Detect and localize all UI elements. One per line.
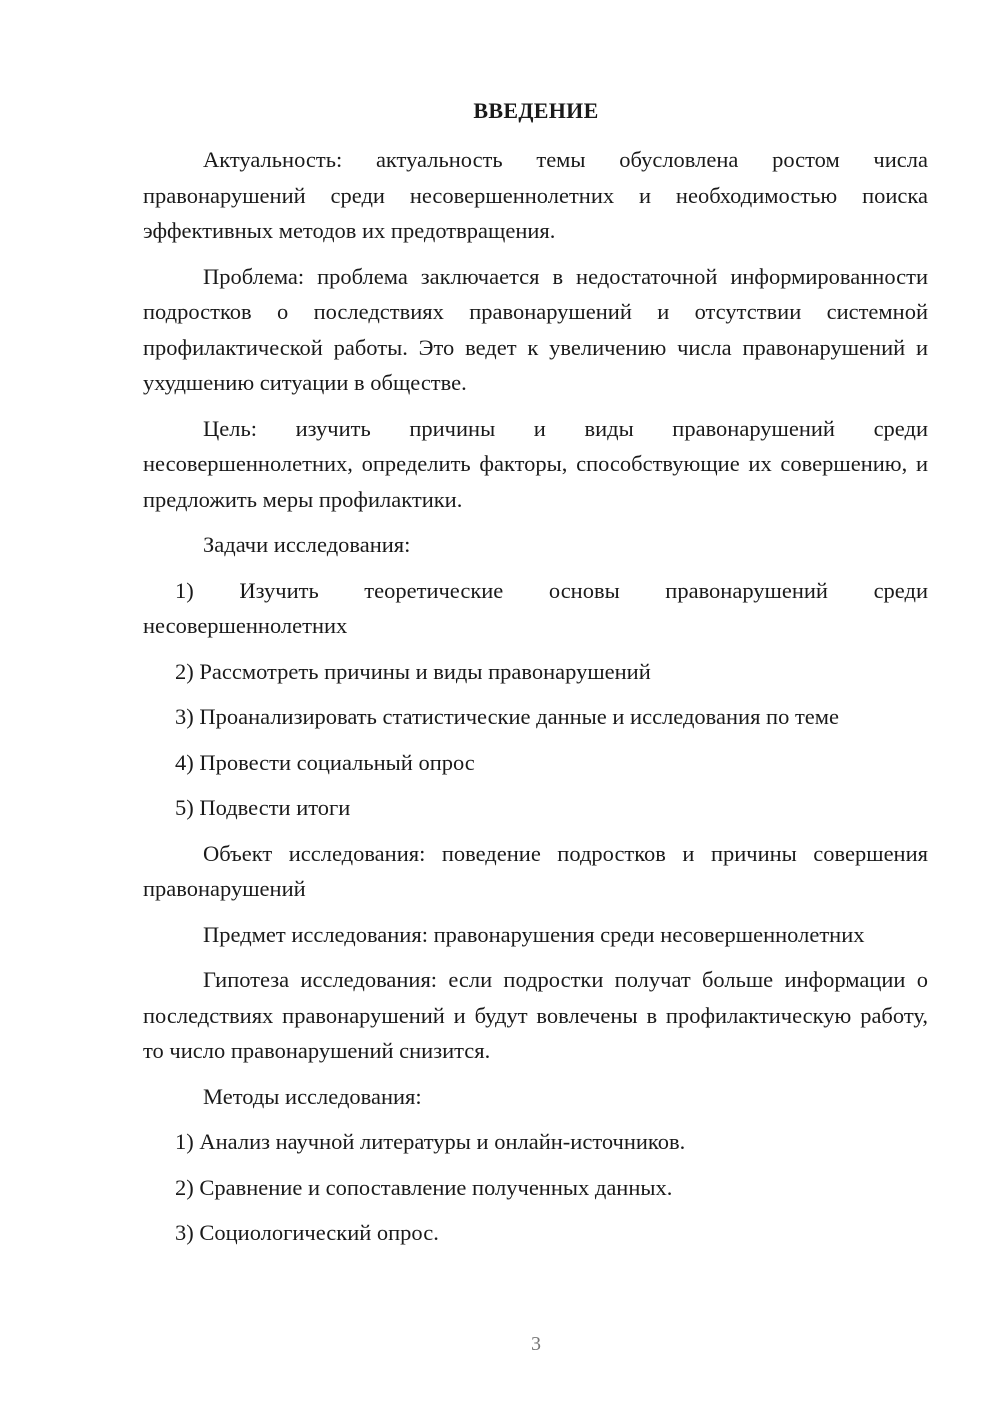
list-item: 3) Проанализировать статистические данные и исследования по теме	[175, 704, 840, 729]
list-item: 4) Провести социальный опрос	[175, 749, 475, 775]
list-item: 1) Изучить теоретические основы правонарушений среди несовершеннолетних	[143, 577, 928, 638]
paragraph-relevance: Актуальность: актуальность темы обусловлена ростом числа правонарушений среди несовершеннолетних и необходимостью поиска эффективных методов их предотвращения.	[143, 147, 928, 243]
paragraph-object: Объект исследования: поведение подростков и причины совершения правонарушений	[143, 840, 928, 901]
tasks-list	[143, 573, 928, 826]
page-number: 3	[531, 1333, 541, 1355]
paragraph-hypothesis: Гипотеза исследования: если подростки получат больше информации о последствиях правонарушений и будут вовлечены в профилактическую работу, то число правонарушений снизится.	[143, 967, 928, 1063]
methods-heading: Методы исследования:	[203, 1083, 422, 1109]
paragraph-subject: Предмет исследования: правонарушения среди несовершеннолетних	[203, 921, 865, 947]
methods-list	[143, 1124, 928, 1251]
document-body	[143, 142, 928, 1261]
paragraph-goal: Цель: изучить причины и виды правонарушений среди несовершеннолетних, определить факторы, способствующие их совершению, и предложить меры профилактики.	[143, 415, 928, 512]
list-item: 1) Анализ научной литературы и онлайн-источников.	[175, 1129, 686, 1154]
list-item: 3) Социологический опрос.	[175, 1220, 439, 1245]
list-item: 2) Рассмотреть причины и виды правонарушений	[175, 658, 651, 684]
list-item: 5) Подвести итоги	[175, 795, 351, 820]
section-title: ВВЕДЕНИЕ	[473, 98, 599, 123]
tasks-heading: Задачи исследования:	[203, 532, 411, 557]
paragraph-problem: Проблема: проблема заключается в недостаточной информированности подростков о последствиях правонарушений и отсутствии системной профилактической работы. Это ведет к увеличению числа правонарушений и ухудшению ситуации в обществе.	[143, 263, 928, 395]
list-item: 2) Сравнение и сопоставление полученных данных.	[175, 1174, 673, 1200]
